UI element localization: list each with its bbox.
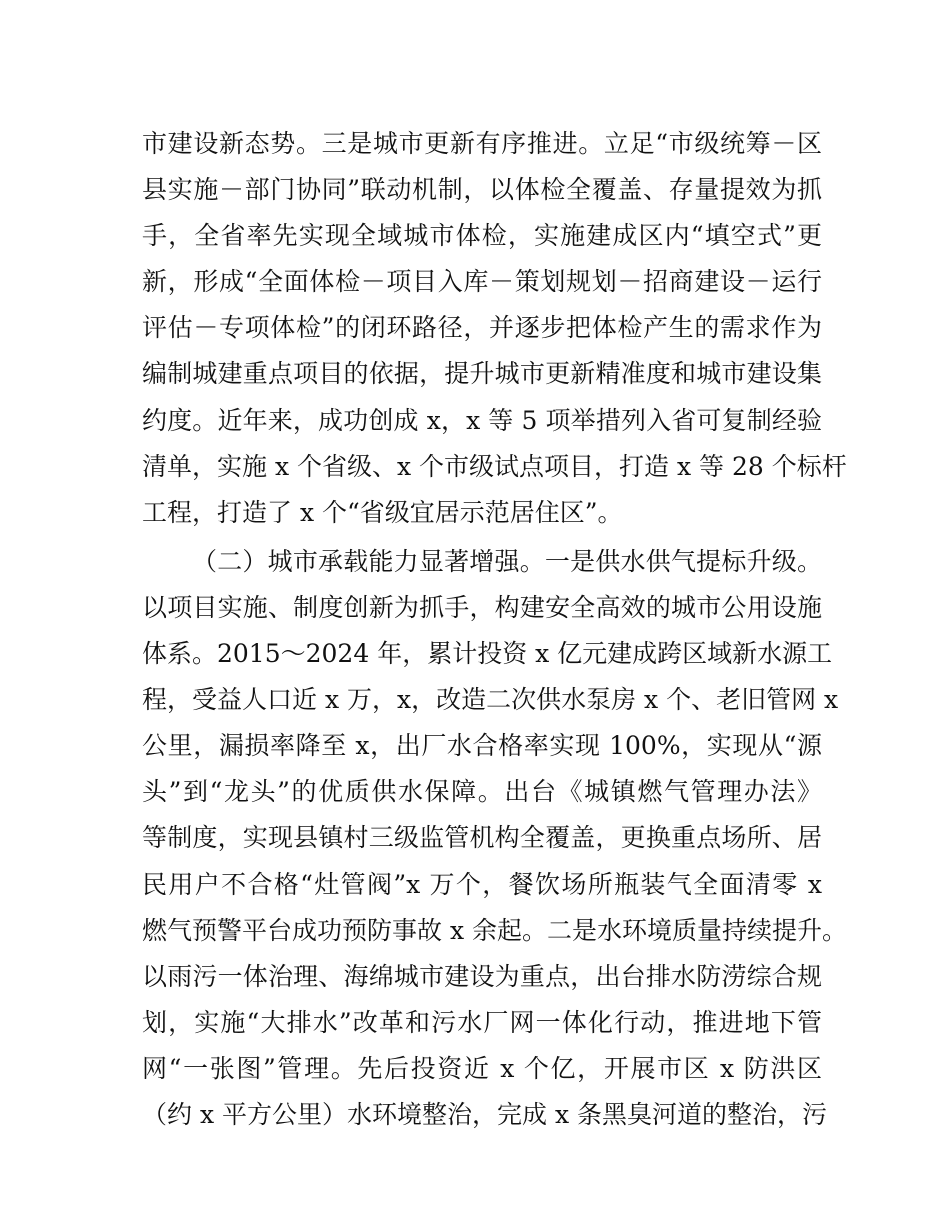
text-line: 体系。2015～2024 年，累计投资 x 亿元建成跨区域新水源工 [142,639,833,669]
text-line: 以项目实施、制度创新为抓手，构建安全高效的城市公用设施 [142,592,822,622]
text-line: 等制度，实现县镇村三级监管机构全覆盖，更换重点场所、居 [142,823,822,853]
text-line: 燃气预警平台成功预防事故 x 余起。二是水环境质量持续提升。 [142,915,847,945]
text-line: 头”到“龙头”的优质供水保障。出台《城镇燃气管理办法》 [142,777,822,807]
text-line: 手，全省率先实现全域城市体检，实施建成区内“填空式”更 [142,221,822,251]
text-line: 工程，打造了 x 个“省级宜居示范居住区”。 [142,497,623,527]
text-line: 民用户不合格“灶管阀”x 万个，餐饮场所瓶装气全面清零 x [142,869,822,899]
text-line: （约 x 平方公里）水环境整治，完成 x 条黑臭河道的整治，污 [142,1099,827,1129]
text-line: 公里，漏损率降至 x，出厂水合格率实现 100%，实现从“源 [142,731,822,761]
text-line: 程，受益人口近 x 万，x，改造二次供水泵房 x 个、老旧管网 x [142,685,839,715]
text-line: 新，形成“全面体检－项目入库－策划规划－招商建设－运行 [142,267,822,297]
text-line: 以雨污一体治理、海绵城市建设为重点，出台排水防涝综合规 [142,961,822,991]
text-line: 编制城建重点项目的依据，提升城市更新精准度和城市建设集 [142,359,822,389]
text-line: 网“一张图”管理。先后投资近 x 个亿，开展市区 x 防洪区 [142,1053,822,1083]
section-heading-line: （二）城市承载能力显著增强。一是供水供气提标升级。 [192,546,822,576]
body-text [142,121,847,1138]
text-line: 清单，实施 x 个省级、x 个市级试点项目，打造 x 等 28 个标杆 [142,451,847,481]
text-line: 市建设新态势。三是城市更新有序推进。立足“市级统筹－区 [142,129,822,158]
text-line: 划，实施“大排水”改革和污水厂网一体化行动，推进地下管 [142,1007,822,1037]
text-line: 约度。近年来，成功创成 x，x 等 5 项举措列入省可复制经验 [142,405,822,435]
text-line: 评估－专项体检”的闭环路径，并逐步把体检产生的需求作为 [142,313,822,343]
text-line: 县实施－部门协同”联动机制，以体检全覆盖、存量提效为抓 [142,175,822,205]
